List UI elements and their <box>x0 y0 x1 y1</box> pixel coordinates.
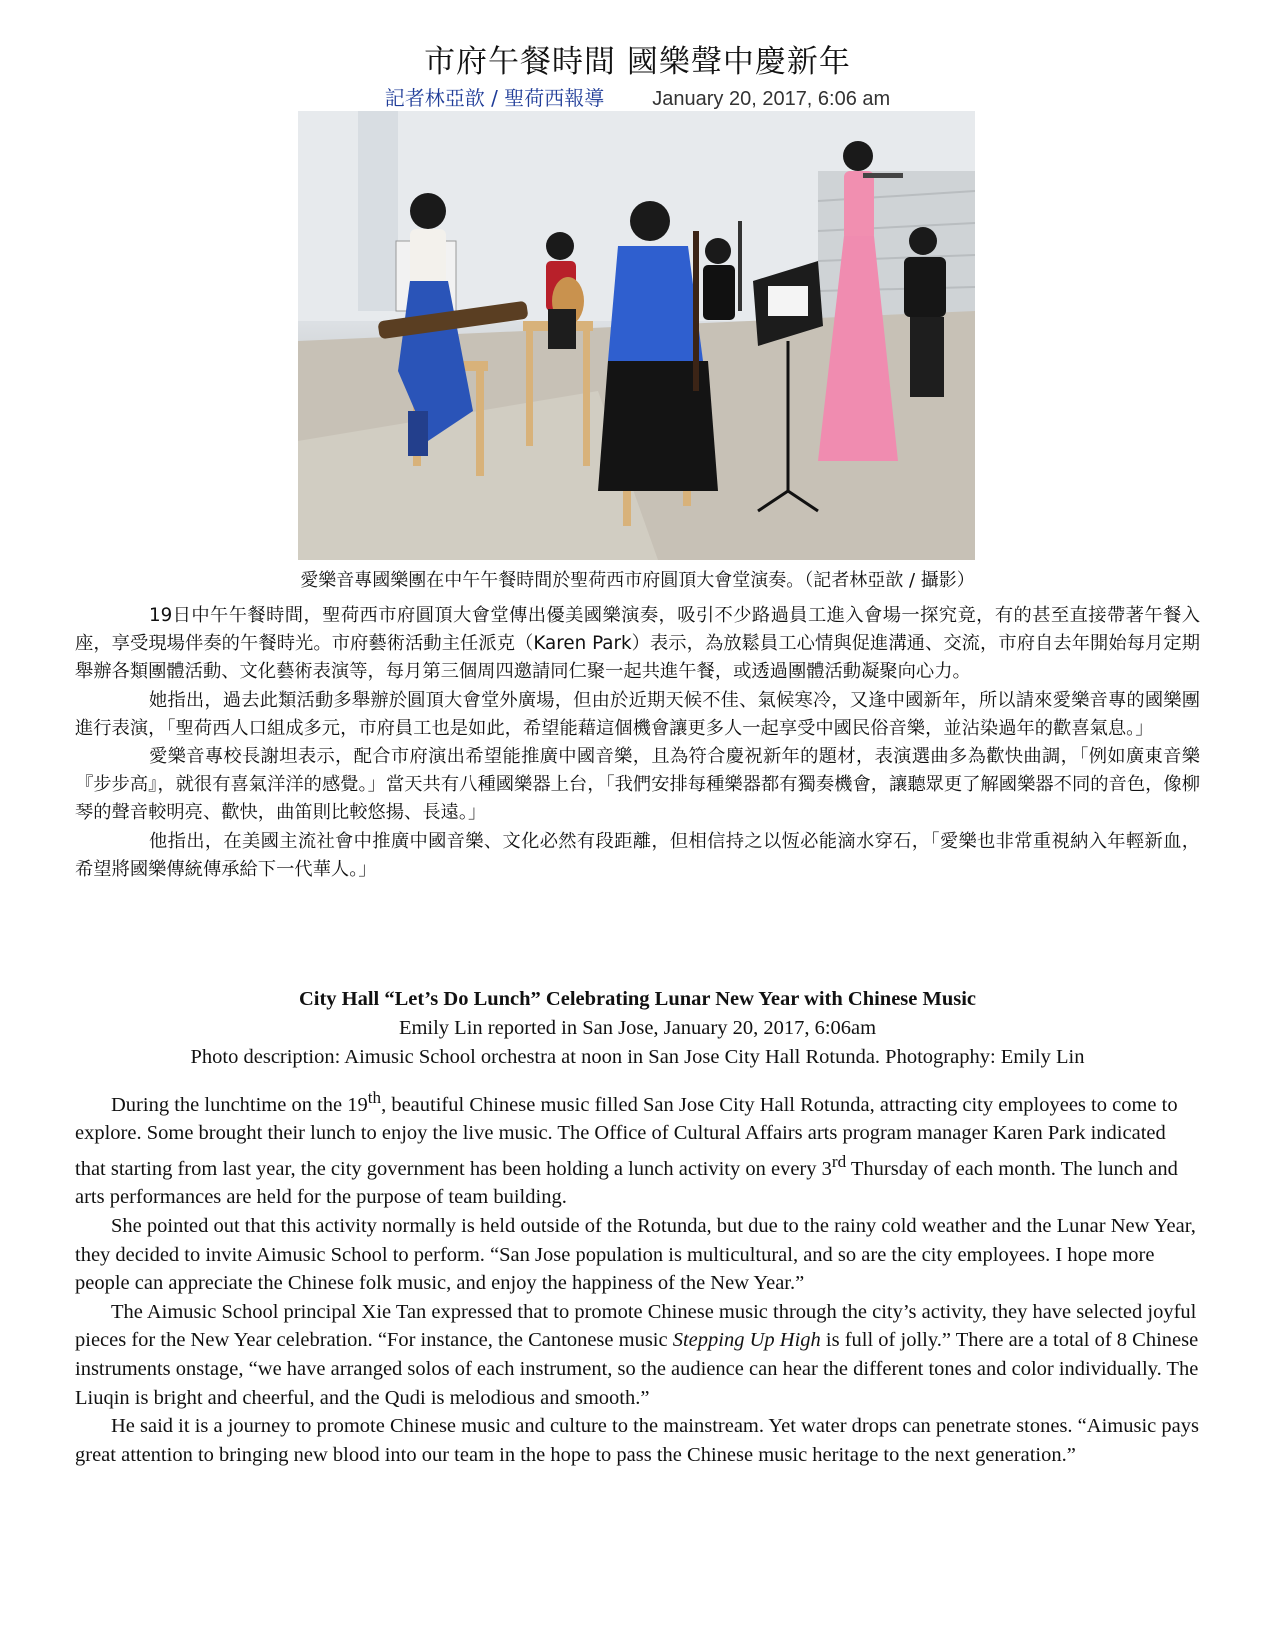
byline-chinese <box>0 82 1275 111</box>
text-run: , beautiful Chinese music filled San Jose City Hall Rotunda, attracting city employees to come to explore. Some brought their lunch to enjoy the live music. The Office of Cultural Affairs arts program manager Karen Park indicated that starting from last year, the city government has been holding a lunch activity on every 3 <box>75 1093 1178 1180</box>
headline-english: City Hall “Let’s Do Lunch” Celebrating Lunar New Year with Chinese Music <box>298 988 977 1010</box>
orchestra-photo-illustration <box>298 111 975 560</box>
photo-description-english: Photo description: Aimusic School orchestra at noon in San Jose City Hall Rotunda. Photography: Emily Lin <box>190 1046 1085 1068</box>
text-run: is full of jolly.” There are a total of 8 Chinese instruments onstage, “we have arranged solos of each instrument, so the audience can hear the different tones and color individually. The Liuqin is bright and cheerful, and the Qudi is melodious and smooth.” <box>75 1329 1199 1409</box>
superscript: th <box>367 1088 382 1107</box>
paragraph: 她指出，過去此類活動多舉辦於圓頂大會堂外廣場，但由於近期天候不佳、氣候寒冷，又逢中國新年，所以請來愛樂音專的國樂團進行表演，「聖荷西人口組成多元，市府員工也是如此，希望能藉這個機會讓更多人一起享受中國民俗音樂，並沾染過年的歡喜氣息。」 <box>75 689 1200 739</box>
paragraph: She pointed out that this activity normally is held outside of the Rotunda, but due to the rainy cold weather and the Lunar New Year, they decided to invite Aimusic School to perform. “San Jose population is multicultural, and so are the city employees. I hope more people can appreciate the Chinese folk music, and enjoy the happiness of the New Year.” <box>75 1215 1196 1295</box>
publish-date: January 20, 2017, 6:06 am <box>652 88 891 110</box>
photo-caption-chinese: 愛樂音專國樂團在中午午餐時間於聖荷西市府圓頂大會堂演奏。（記者林亞歆 / 攝影） <box>300 570 975 591</box>
article-body-english <box>75 1084 1200 1469</box>
text-run: During the lunchtime on the 19 <box>111 1093 368 1116</box>
paragraph: 愛樂音專校長謝坦表示，配合市府演出希望能推廣中國音樂，且為符合慶祝新年的題材，表演選曲多為歡快曲調，「例如廣東音樂『步步高』，就很有喜氣洋洋的感覺。」當天共有八種國樂器上台，「我們安排每種樂器都有獨奏機會，讓聽眾更了解國樂器不同的音色，像柳琴的聲音較明亮、歡快，曲笛則比較悠揚、長遠。」 <box>75 746 1200 824</box>
article-title-chinese: 市府午餐時間 國樂聲中慶新年 <box>424 44 851 80</box>
article-english <box>75 984 1200 1469</box>
paragraph: He said it is a journey to promote Chinese music and culture to the mainstream. Yet water drops can penetrate stones. “Aimusic pays great attention to bringing new blood into our team in the hope to pass the Chinese music heritage to the next generation.” <box>75 1415 1199 1466</box>
superscript: rd <box>831 1152 847 1172</box>
paragraph: 19日中午午餐時間，聖荷西市府圓頂大會堂傳出優美國樂演奏，吸引不少路過員工進入會場一探究竟，有的甚至直接帶著午餐入座，享受現場伴奏的午餐時光。市府藝術活動主任派克（Karen Park）表示，為放鬆員工心情與促進溝通、交流，市府自去年開始每月定期舉辦各類團體活動、文化藝術表演等，每月第三個周四邀請同仁聚一起共進午餐，或透過團體活動凝聚向心力。 <box>75 605 1200 683</box>
reporter-name: 記者林亞歆 / 聖荷西報導 <box>384 86 605 110</box>
byline-english: Emily Lin reported in San Jose, January 20, 2017, 6:06am <box>398 1017 877 1039</box>
text-run: Thursday of each month. The lunch and arts performances are held for the purpose of team building. <box>75 1157 1178 1209</box>
paragraph <box>75 1084 1200 1212</box>
text-run: The Aimusic School principal Xie Tan expressed that to promote Chinese music through the city’s activity, they have selected joyful pieces for the New Year celebration. “For instance, the Cantonese music <box>75 1300 1197 1352</box>
article-body-chinese <box>75 602 1200 884</box>
paragraph: 他指出，在美國主流社會中推廣中國音樂、文化必然有段距離，但相信持之以恆必能滴水穿石，「愛樂也非常重視納入年輕新血，希望將國樂傳統傳承給下一代華人。」 <box>75 830 1200 880</box>
song-title: Stepping Up High <box>672 1329 821 1352</box>
photo-pillar <box>358 111 398 311</box>
article-photo <box>298 111 975 560</box>
paragraph <box>75 1298 1200 1412</box>
